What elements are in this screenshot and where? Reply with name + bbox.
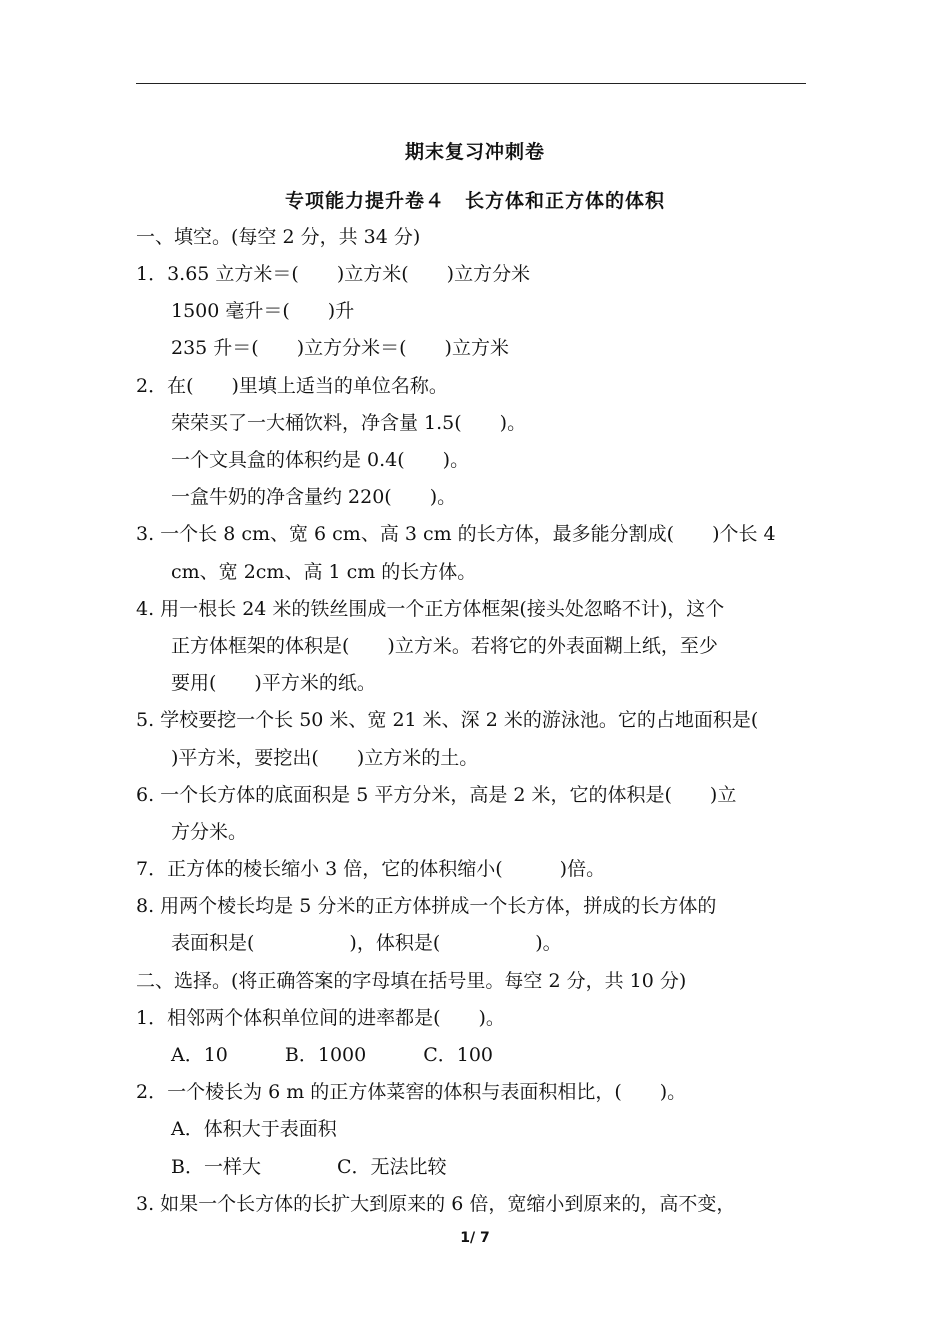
question-2-item-1: 荣荣买了一大桶饮料，净含量 1.5( )。 [171, 412, 527, 434]
question-2-item-2: 一个文具盒的体积约是 0.4( )。 [171, 449, 470, 471]
question-1: 1．3.65 立方米＝( )立方米( )立方分米 [136, 263, 531, 285]
choice-question-1-options: A．10 B．1000 C．100 [171, 1044, 494, 1066]
exam-title: 期末复习冲刺卷 [404, 141, 545, 163]
page-number: 1/ 7 [460, 1230, 490, 1246]
question-6: 6. 一个长方体的底面积是 5 平方分米，高是 2 米，它的体积是( )立 [136, 784, 737, 806]
question-4: 4. 用一根长 24 米的铁丝围成一个正方体框架(接头处忽略不计)，这个 [136, 598, 725, 620]
question-4-cont-2: 要用( )平方米的纸。 [171, 672, 376, 694]
choice-question-2: 2．一个棱长为 6 m 的正方体菜窖的体积与表面积相比，( )。 [136, 1081, 687, 1103]
question-1-line-2: 1500 毫升＝( )升 [171, 300, 355, 322]
choice-question-2-options-bc: B．一样大 C．无法比较 [171, 1156, 447, 1178]
question-7: 7．正方体的棱长缩小 3 倍，它的体积缩小( )倍。 [136, 858, 606, 880]
question-3-cont: cm、宽 2cm、高 1 cm 的长方体。 [171, 561, 477, 583]
header-rule [136, 83, 806, 84]
question-4-cont-1: 正方体框架的体积是( )立方米。若将它的外表面糊上纸，至少 [171, 635, 718, 657]
question-6-cont: 方分米。 [171, 821, 248, 843]
section-1-heading: 一、填空。(每空 2 分，共 34 分) [136, 226, 421, 248]
question-8: 8. 用两个棱长均是 5 分米的正方体拼成一个长方体，拼成的长方体的 [136, 895, 717, 917]
exam-subtitle: 专项能力提升卷４ 长方体和正方体的体积 [284, 190, 665, 212]
question-5-cont: )平方米，要挖出( )立方米的土。 [171, 747, 479, 769]
choice-question-1: 1．相邻两个体积单位间的进率都是( )。 [136, 1007, 505, 1029]
question-3: 3. 一个长 8 cm、宽 6 cm、高 3 cm 的长方体，最多能分割成( )个长 4 [136, 523, 776, 545]
choice-question-2-option-a: A．体积大于表面积 [171, 1118, 337, 1140]
choice-question-3: 3. 如果一个长方体的长扩大到原来的 6 倍，宽缩小到原来的，高不变， [136, 1193, 736, 1215]
question-5: 5. 学校要挖一个长 50 米、宽 21 米、深 2 米的游泳池。它的占地面积是( [136, 709, 759, 731]
question-2-item-3: 一盒牛奶的净含量约 220( )。 [171, 486, 457, 508]
question-2: 2．在( )里填上适当的单位名称。 [136, 375, 448, 397]
question-8-cont: 表面积是( )，体积是( )。 [171, 932, 562, 954]
question-1-line-3: 235 升＝( )立方分米＝( )立方米 [171, 337, 509, 359]
section-2-heading: 二、选择。(将正确答案的字母填在括号里。每空 2 分，共 10 分) [136, 970, 687, 992]
